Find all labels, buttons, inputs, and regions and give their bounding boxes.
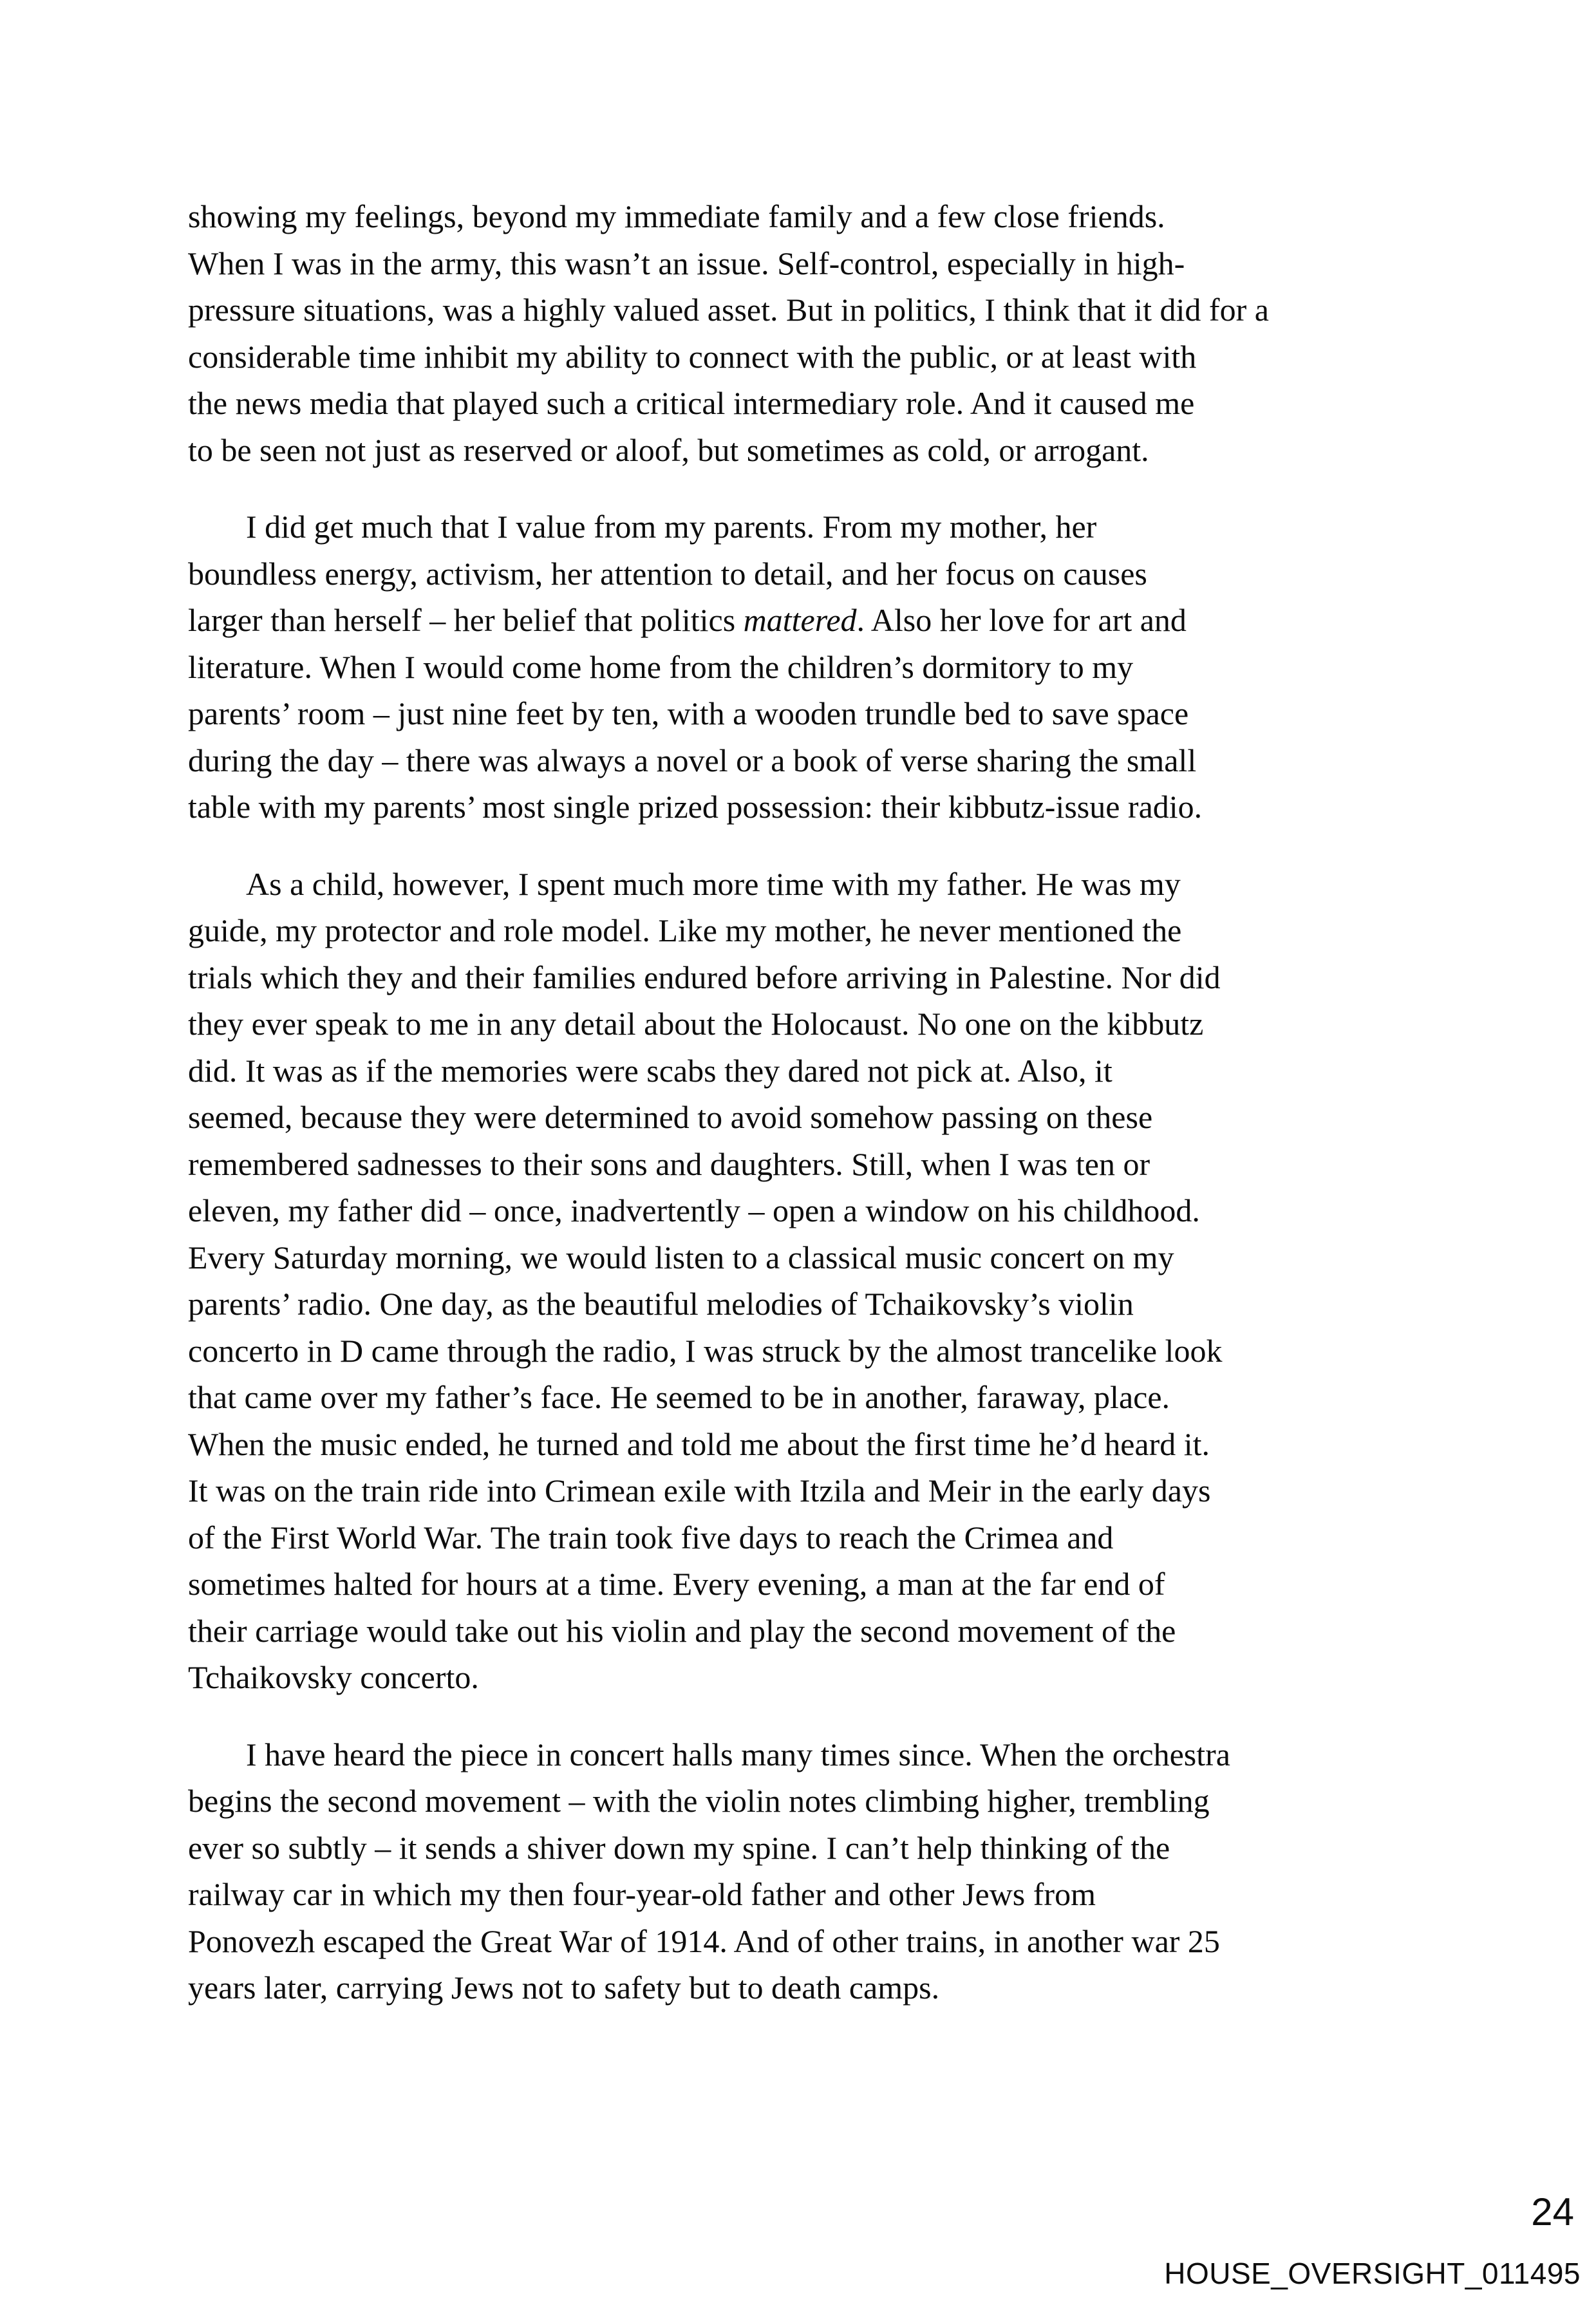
text-line: that came over my father’s face. He seemed to be in another, faraway, place. bbox=[188, 1379, 1170, 1415]
text-line: boundless energy, activism, her attention to detail, and her focus on causes bbox=[188, 555, 1147, 592]
text-line: As a child, however, I spent much more time with my father. He was my bbox=[246, 865, 1181, 902]
text-line: parents’ radio. One day, as the beautiful melodies of Tchaikovsky’s violin bbox=[188, 1286, 1134, 1322]
text-line: When the music ended, he turned and told me about the first time he’d heard it. bbox=[188, 1425, 1210, 1462]
paragraph bbox=[188, 1731, 1431, 2011]
text-line: to be seen not just as reserved or aloof, but sometimes as cold, or arrogant. bbox=[188, 431, 1149, 468]
text-line: eleven, my father did – once, inadvertently – open a window on his childhood. bbox=[188, 1192, 1200, 1228]
page-number: 24 bbox=[1531, 2190, 1574, 2233]
text-line: trials which they and their families endured before arriving in Palestine. Nor did bbox=[188, 959, 1221, 995]
text-line: during the day – there was always a novel or a book of verse sharing the small bbox=[188, 742, 1197, 778]
text-line: of the First World War. The train took five days to reach the Crimea and bbox=[188, 1519, 1114, 1556]
text-line: sometimes halted for hours at a time. Every evening, a man at the far end of bbox=[188, 1566, 1165, 1602]
paragraph bbox=[188, 861, 1431, 1701]
text-line: table with my parents’ most single prized possession: their kibbutz-issue radio. bbox=[188, 789, 1203, 825]
text-line: remembered sadnesses to their sons and daughters. Still, when I was ten or bbox=[188, 1145, 1150, 1182]
text-line: showing my feelings, beyond my immediate family and a few close friends. bbox=[188, 198, 1165, 234]
text-line: guide, my protector and role model. Like my mother, he never mentioned the bbox=[188, 912, 1182, 948]
text-line: pressure situations, was a highly valued asset. But in politics, I think that it did for a bbox=[188, 292, 1269, 328]
text-line: parents’ room – just nine feet by ten, with a wooden trundle bed to save space bbox=[188, 695, 1189, 731]
text-line: It was on the train ride into Crimean exile with Itzila and Meir in the early days bbox=[188, 1472, 1211, 1509]
text-line: seemed, because they were determined to avoid somehow passing on these bbox=[188, 1099, 1153, 1135]
text-line: When I was in the army, this wasn’t an issue. Self-control, especially in high- bbox=[188, 245, 1185, 281]
text-line: begins the second movement – with the violin notes climbing higher, trembling bbox=[188, 1783, 1210, 1819]
paragraph bbox=[188, 503, 1431, 831]
text-line: concerto in D came through the radio, I was struck by the almost trancelike look bbox=[188, 1332, 1223, 1369]
paragraph bbox=[188, 193, 1431, 473]
text-line: Every Saturday morning, we would listen to a classical music concert on my bbox=[188, 1239, 1174, 1275]
text-line: I have heard the piece in concert halls many times since. When the orchestra bbox=[246, 1736, 1231, 1772]
bates-stamp: HOUSE_OVERSIGHT_011495 bbox=[1164, 2257, 1581, 2290]
text-line: they ever speak to me in any detail about the Holocaust. No one on the kibbutz bbox=[188, 1006, 1204, 1042]
text-line: larger than herself – her belief that politics mattered. Also her love for art and bbox=[188, 602, 1187, 638]
text-line: Ponovezh escaped the Great War of 1914. And of other trains, in another war 25 bbox=[188, 1922, 1220, 1959]
text-line: considerable time inhibit my ability to connect with the public, or at least with bbox=[188, 338, 1197, 375]
text-line: railway car in which my then four-year-old father and other Jews from bbox=[188, 1876, 1096, 1912]
text-line: did. It was as if the memories were scabs they dared not pick at. Also, it bbox=[188, 1052, 1113, 1089]
text-block bbox=[188, 193, 1431, 2042]
text-line: ever so subtly – it sends a shiver down my spine. I can’t help thinking of the bbox=[188, 1829, 1170, 1866]
text-line: I did get much that I value from my parents. From my mother, her bbox=[246, 509, 1097, 545]
text-line: Tchaikovsky concerto. bbox=[188, 1659, 479, 1695]
text-line: years later, carrying Jews not to safety but to death camps. bbox=[188, 1969, 940, 2006]
text-line: their carriage would take out his violin and play the second movement of the bbox=[188, 1612, 1176, 1649]
text-line: literature. When I would come home from the children’s dormitory to my bbox=[188, 648, 1134, 685]
text-line: the news media that played such a critical intermediary role. And it caused me bbox=[188, 385, 1195, 421]
